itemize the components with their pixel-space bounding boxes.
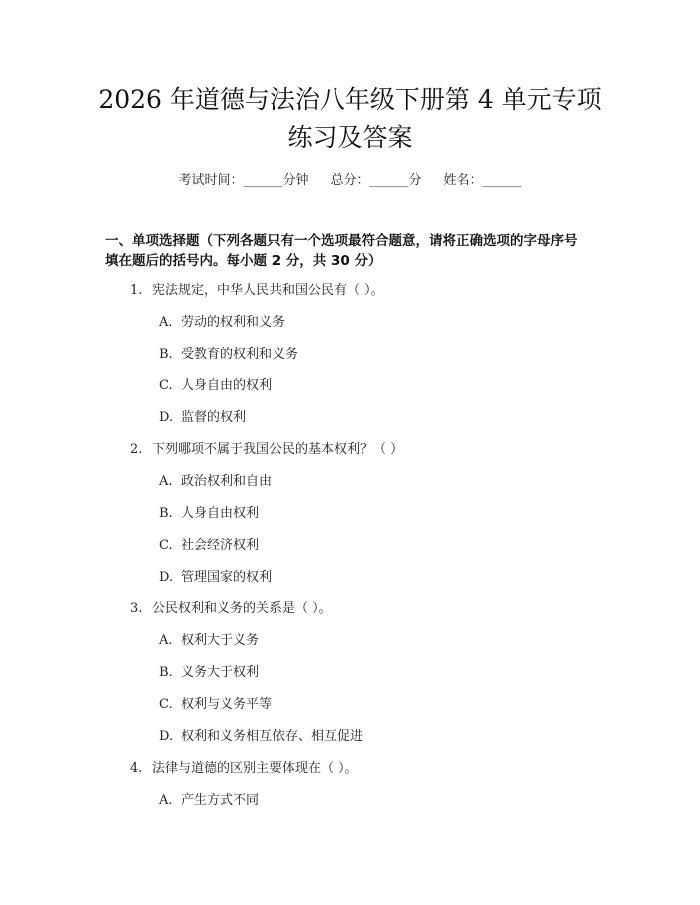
option-letter: B. [159,506,173,521]
question-number: 4. [130,761,143,776]
question-text: 法律与道德的区别主要体现在（ ）。 [152,761,358,776]
question-4-option-a [159,792,259,810]
option-letter: A. [159,315,173,330]
option-letter: B. [159,347,173,362]
student-name-field: 姓名：______ [443,173,522,188]
question-text: 宪法规定，中华人民共和国公民有（ ）。 [152,283,384,298]
question-3-option-c [159,696,272,714]
document-title-line-1: 2026 年道德与法治八年级下册第 4 单元专项 [98,85,602,114]
question-1-option-a [159,314,285,332]
option-letter: C. [159,378,173,393]
option-letter: C. [159,538,173,553]
question-number: 2. [130,442,143,457]
question-1-option-b [159,346,298,364]
option-letter: A. [159,474,173,489]
question-2-option-d [159,569,272,587]
option-text: 权利与义务平等 [181,697,273,712]
question-3 [130,600,332,618]
option-letter: A. [159,633,173,648]
question-3-option-d [159,728,363,746]
total-score-field: 总分：______分 [330,173,422,188]
question-number: 1. [130,283,143,298]
exam-info-line [0,169,700,188]
option-text: 监督的权利 [181,410,247,425]
question-4 [130,760,358,778]
option-letter: A. [159,793,173,808]
option-text: 义务大于权利 [181,665,260,680]
option-letter: D. [159,410,174,425]
option-letter: B. [159,665,173,680]
question-3-option-a [159,632,259,650]
question-2-option-a [159,473,272,491]
document-title-line-2: 练习及答案 [287,123,413,152]
section-heading-line-1: 一、单项选择题（下列各题只有一个选项最符合题意，请将正确选项的字母序号 [105,233,578,249]
option-text: 劳动的权利和义务 [181,315,286,330]
option-text: 产生方式不同 [181,793,260,808]
option-letter: D. [159,570,174,585]
question-1 [130,282,384,300]
question-3-option-b [159,664,259,682]
question-text: 公民权利和义务的关系是（ ）。 [152,601,332,616]
option-text: 管理国家的权利 [181,570,273,585]
question-2 [130,441,403,459]
option-text: 人身自由权利 [181,506,260,521]
question-2-option-b [159,505,259,523]
option-text: 社会经济权利 [181,538,260,553]
option-letter: D. [159,729,174,744]
option-text: 权利大于义务 [181,633,260,648]
question-number: 3. [130,601,143,616]
question-1-option-d [159,409,246,427]
option-text: 人身自由的权利 [181,378,273,393]
section-heading-line-2: 填在题后的括号内。每小题 2 分，共 30 分） [105,253,382,269]
question-1-option-c [159,377,272,395]
option-text: 受教育的权利和义务 [181,347,299,362]
option-text: 政治权利和自由 [181,474,273,489]
question-text: 下列哪项不属于我国公民的基本权利？（ ） [152,442,404,457]
question-2-option-c [159,537,259,555]
exam-time-field: 考试时间：______分钟 [178,173,309,188]
option-letter: C. [159,697,173,712]
option-text: 权利和义务相互依存、相互促进 [181,729,364,744]
